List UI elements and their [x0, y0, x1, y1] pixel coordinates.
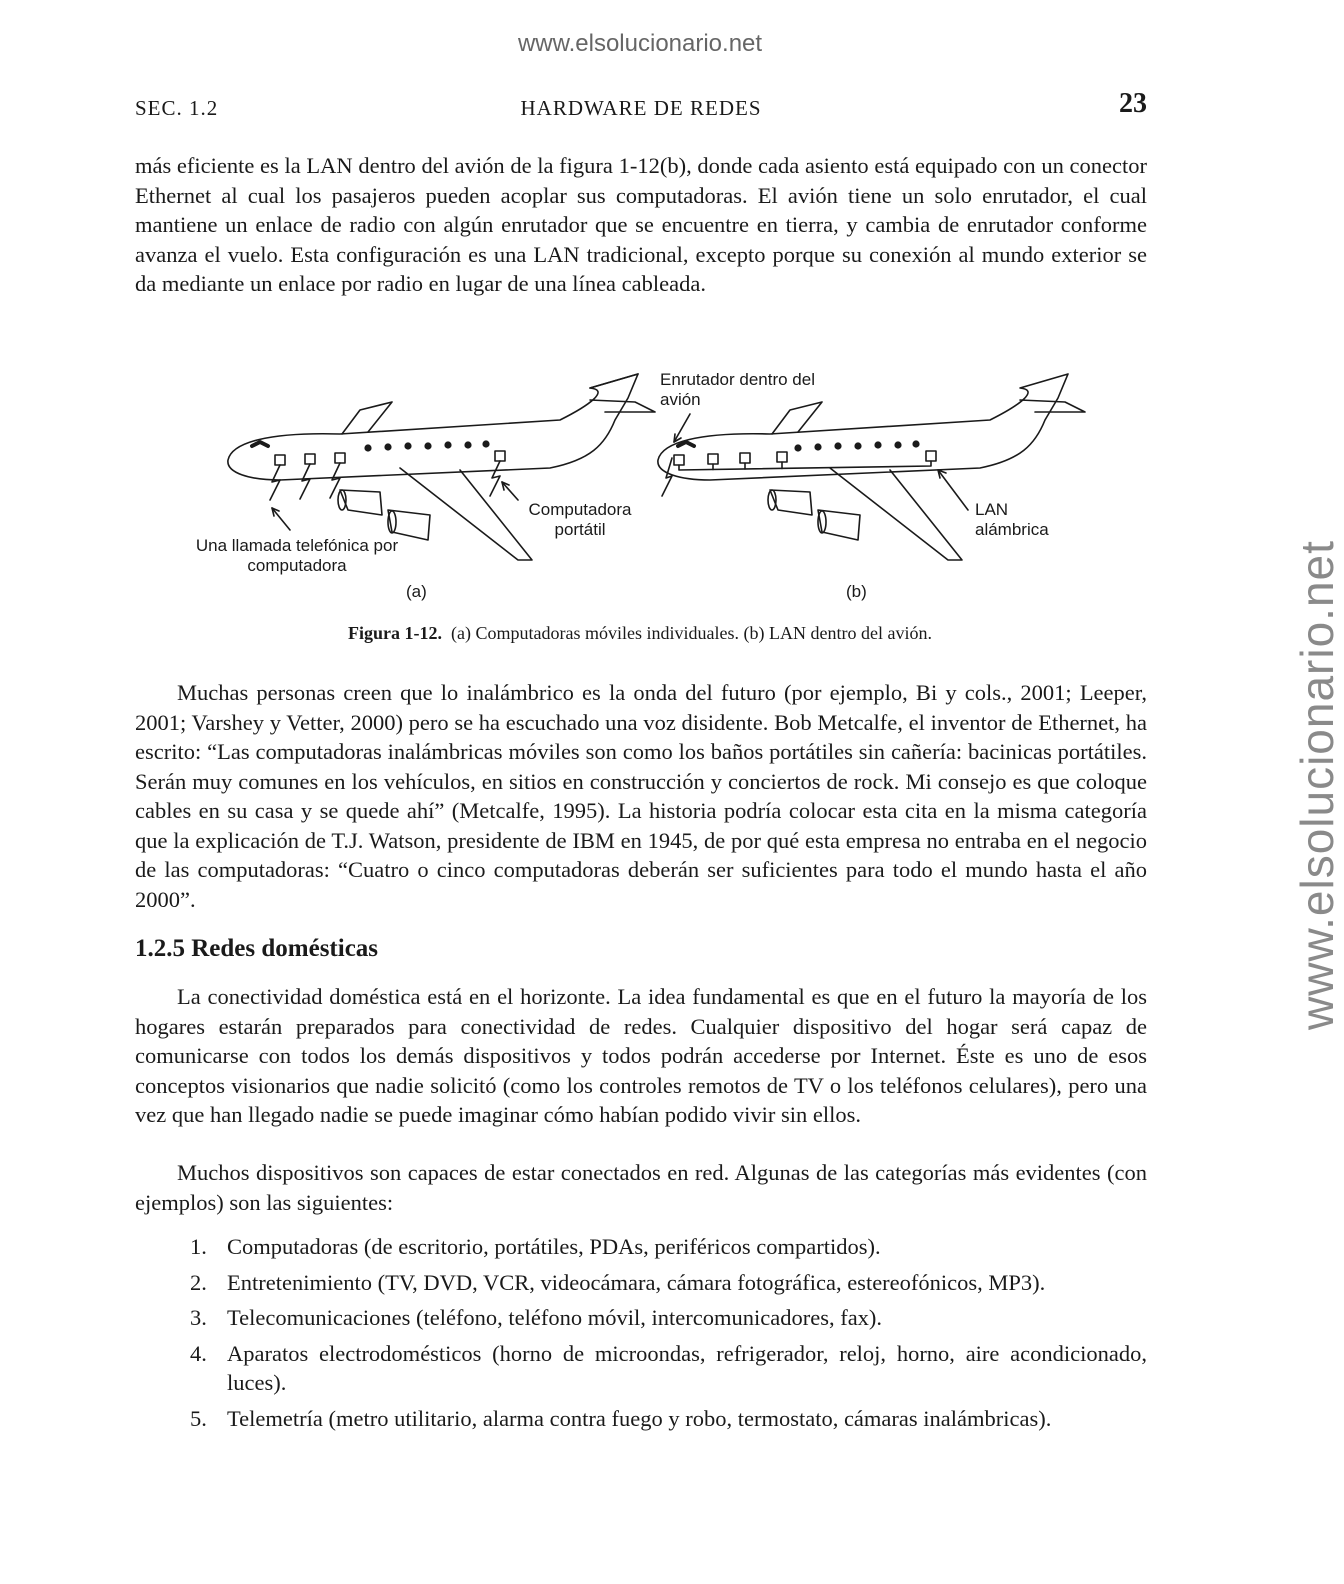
list-item	[135, 1404, 1147, 1434]
list-text: Entretenimiento (TV, DVD, VCR, videocámara, cámara fotográfica, estereofónicos, MP3).	[227, 1269, 1046, 1295]
list-item	[135, 1232, 1147, 1262]
label-wired-lan: LAN alámbrica	[975, 500, 1049, 539]
list-text: Telecomunicaciones (teléfono, teléfono móvil, intercomunicadores, fax).	[227, 1305, 883, 1330]
page-number: 23	[1119, 88, 1147, 119]
label-a: (a)	[406, 582, 427, 601]
label-call-per-computer: Una llamada telefónica por computadora	[195, 536, 399, 575]
paragraph-intro: más eficiente es la LAN dentro del avión de la figura 1-12(b), donde cada asiento está equipado con un conector Ethernet al cual los pasajeros pueden acoplar sus computadoras. El avión tiene un solo enrutador, el cual mantiene un enlace de radio con algún enrutador que se encuentre en tierra, y cambia de enrutador conforme avanza el vuelo. Esta configuración es una LAN tradicional, excepto porque su conexión al mundo exterior se da mediante un enlace por radio en lugar de una línea cableada.	[135, 153, 1147, 296]
figure-caption	[0, 623, 1280, 644]
device-category-list	[135, 1232, 1147, 1439]
watermark-top: www.elsolucionario.net	[517, 30, 763, 57]
list-number: 1.	[190, 1234, 207, 1259]
list-number: 2.	[190, 1269, 207, 1295]
section-ref: SEC. 1.2	[135, 96, 219, 120]
label-router-in-plane: Enrutador dentro del avión	[660, 370, 815, 409]
paragraph-home-connectivity: La conectividad doméstica está en el horizonte. La idea fundamental es que en el futuro la mayoría de los hogares estarán preparados para conectividad de redes. Cualquier dispositivo del hogar será capaz de comunicarse con todos los demás dispositivos y todos podrán accederse por Internet. Éste es uno de esos conceptos visionarios que nadie solicitó (como los controles remotos de TV o los teléfonos celulares), pero una vez que han llegado nadie se puede imaginar cómo habían podido vivir sin ellos.	[135, 984, 1147, 1127]
label-laptop: Computadora portátil	[528, 500, 632, 539]
list-number: 4.	[190, 1340, 207, 1366]
list-item	[135, 1339, 1147, 1398]
figure-1-12	[160, 360, 1120, 610]
list-text: Computadoras (de escritorio, portátiles, PDAs, periféricos compartidos).	[227, 1234, 881, 1259]
caption-label: Figura 1-12.	[348, 623, 443, 643]
section-heading: 1.2.5 Redes domésticas	[135, 935, 379, 962]
list-number: 3.	[190, 1305, 207, 1330]
list-text: Aparatos electrodomésticos (horno de microondas, refrigerador, reloj, horno, aire acondicionado, luces).	[227, 1340, 1147, 1395]
running-header	[135, 88, 1147, 124]
chapter-title: HARDWARE DE REDES	[520, 96, 762, 120]
list-text: Telemetría (metro utilitario, alarma contra fuego y robo, termostato, cámaras inalámbricas).	[227, 1405, 1052, 1431]
paragraph-devices-intro: Muchos dispositivos son capaces de estar conectados en red. Algunas de las categorías más evidentes (con ejemplos) son las siguientes:	[135, 1160, 1147, 1215]
label-b: (b)	[846, 582, 867, 601]
list-item	[135, 1268, 1147, 1298]
caption-text: (a) Computadoras móviles individuales. (b) LAN dentro del avión.	[451, 623, 932, 643]
paragraph-metcalfe: Muchas personas creen que lo inalámbrico es la onda del futuro (por ejemplo, Bi y cols., 2001; Leeper, 2001; Varshey y Vetter, 2000) pero se ha escuchado una voz disidente. Bob Metcalfe, el inventor de Ethernet, ha escrito: “Las computadoras inalámbricas móviles son como los baños portátiles sin cañería: bacinicas portátiles. Serán muy comunes en los vehículos, en sitios en construcción y conciertos de rock. Mi consejo es que coloque cables en su casa y se quede ahí” (Metcalfe, 1995). La historia podría colocar esta cita en la misma categoría que la explicación de T.J. Watson, presidente de IBM en 1945, de por qué esta empresa no entraba en el negocio de las computadoras: “Cuatro o cinco computadoras deberán ser suficientes para todo el mundo hasta el año 2000”.	[135, 680, 1147, 912]
list-item	[135, 1303, 1147, 1333]
list-number: 5.	[190, 1405, 207, 1431]
watermark-side: www.elsolucionario.net	[1291, 540, 1343, 1030]
